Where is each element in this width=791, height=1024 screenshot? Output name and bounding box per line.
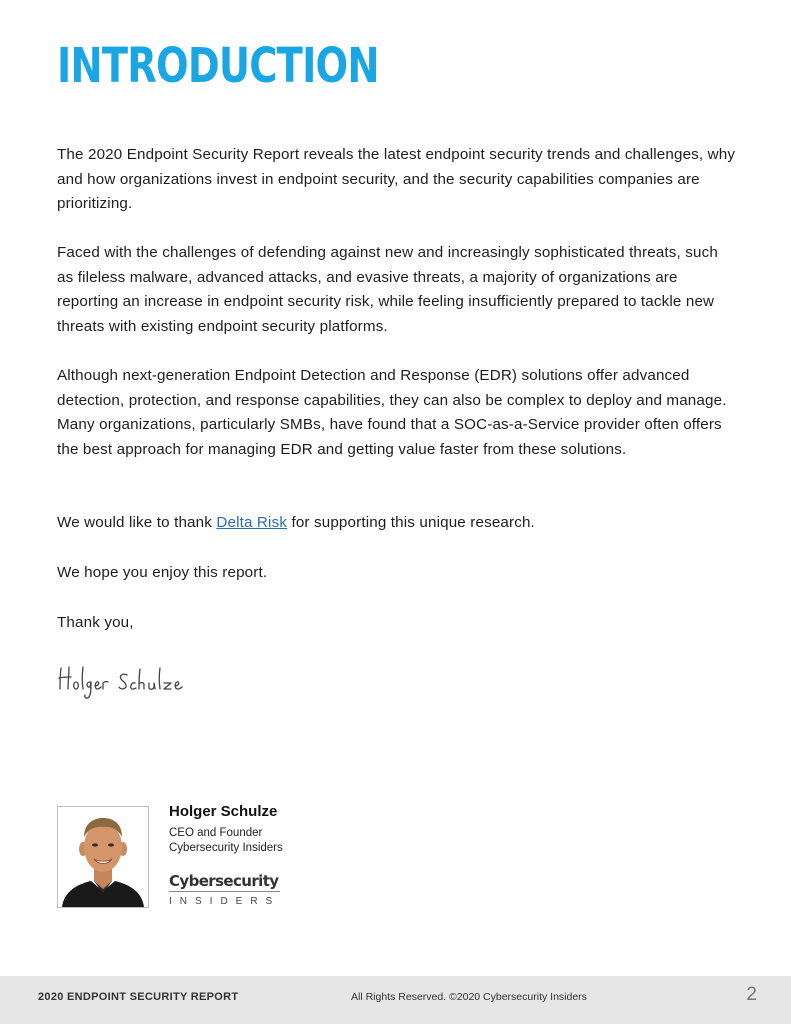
- intro-paragraph-2: Faced with the challenges of defending against new and increasingly sophisticated threats, such as fileless malware, advanced attacks, and evasive threats, a majority of organizations are reporting an increase in endpoint security risk, while feeling insufficiently prepared to tackle new threats with existing endpoint security platforms.: [57, 244, 718, 335]
- intro-paragraph-3: Although next-generation Endpoint Detection and Response (EDR) solutions offer advanced detection, protection, and response capabilities, they can also be complex to deploy and manage. Many organizations, particularly SMBs, have found that a SOC-as-a-Service provider often offers the best approach for managing EDR and getting value faster from these solutions.: [57, 367, 727, 458]
- author-role: CEO and Founder: [169, 827, 263, 839]
- footer-copyright: All Rights Reserved. ©2020 Cybersecurity Insiders: [351, 991, 587, 1003]
- intro-paragraph-1: The 2020 Endpoint Security Report reveals the latest endpoint security trends and challenges, why and how organizations invest in endpoint security, and the security capabilities companies are prioritizing.: [57, 146, 736, 212]
- author-photo-icon: [58, 807, 148, 907]
- logo-sub-text: INSIDERS: [169, 896, 281, 907]
- author-company: Cybersecurity Insiders: [169, 842, 283, 854]
- cybersecurity-insiders-logo: [169, 872, 280, 907]
- author-name: Holger Schulze: [169, 803, 278, 820]
- closing-paragraph: Thank you,: [57, 614, 134, 631]
- footer: [0, 976, 791, 1024]
- signature: [57, 662, 207, 707]
- author-photo: [57, 806, 149, 908]
- page-title: INTRODUCTION: [57, 38, 379, 94]
- signature-image: [57, 662, 207, 702]
- thanks-text-before: We would like to thank: [57, 514, 217, 531]
- thanks-paragraph: [57, 511, 737, 536]
- footer-report-title: 2020 ENDPOINT SECURITY REPORT: [38, 991, 239, 1003]
- enjoy-paragraph: We hope you enjoy this report.: [57, 564, 268, 581]
- delta-risk-link[interactable]: Delta Risk: [216, 514, 288, 531]
- logo-main-text: Cybersecurity: [169, 872, 279, 890]
- page-number: 2: [746, 984, 757, 1005]
- thanks-text-after: for supporting this unique research.: [287, 514, 535, 531]
